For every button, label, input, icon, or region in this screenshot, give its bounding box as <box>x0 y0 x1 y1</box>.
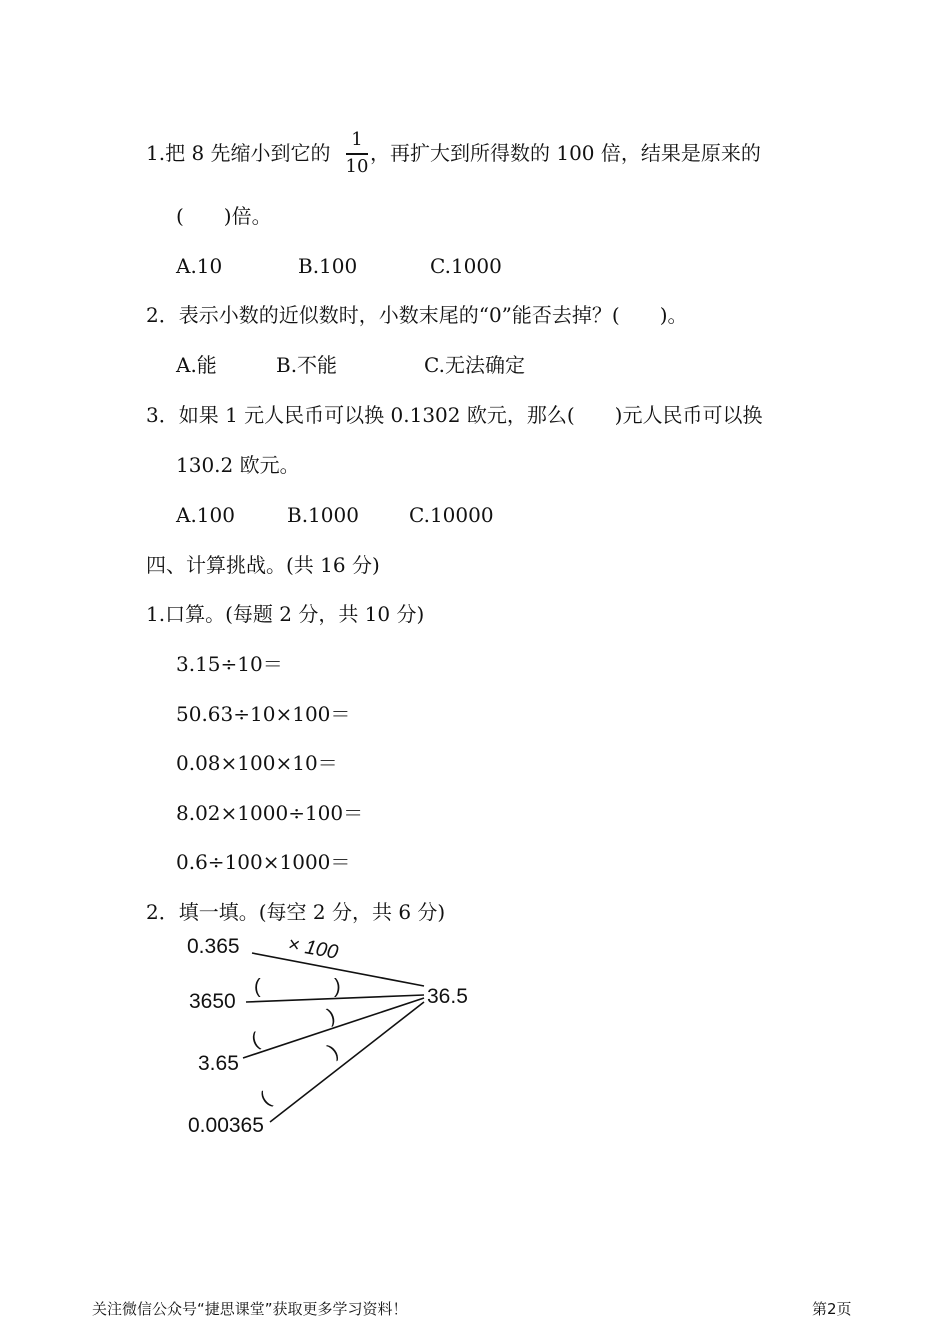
q1-option-c: C.1000 <box>430 254 502 278</box>
diagram-blank-1-close: ) <box>334 976 341 998</box>
q3-stem-part2: 130.2 欧元。 <box>176 453 300 477</box>
calc-item-2: 50.63÷10×100＝ <box>176 702 351 726</box>
calc-item-4: 8.02×1000÷100＝ <box>176 801 364 825</box>
calc-item-3: 0.08×100×10＝ <box>176 751 338 775</box>
diagram-blank-3-open: ( <box>256 1088 275 1111</box>
diagram-blank-3-close: ) <box>324 1040 343 1063</box>
q1-option-a: A.10 <box>176 254 223 278</box>
diagram-right-value: 36.5 <box>427 985 468 1008</box>
section4-sub1-title: 1.口算。(每题 2 分，共 10 分) <box>146 602 425 626</box>
diagram-blank-1-open: ( <box>254 976 261 998</box>
q1-option-b: B.100 <box>298 254 358 278</box>
diagram-left-value-2: 3650 <box>189 990 236 1013</box>
section4-title: 四、计算挑战。(共 16 分) <box>146 553 380 577</box>
section4-sub2-title: 2．填一填。(每空 2 分，共 6 分) <box>146 900 446 924</box>
calc-item-1: 3.15÷10＝ <box>176 652 283 676</box>
q3-option-a: A.100 <box>176 503 235 527</box>
q2-stem: 2．表示小数的近似数时，小数末尾的“0”能否去掉？( )。 <box>146 303 688 327</box>
diagram-left-value-4: 0.00365 <box>188 1114 264 1137</box>
q1-stem-part2: ，再扩大到所得数的 100 倍，结果是原来的 <box>370 141 761 165</box>
q2-option-a: A.能 <box>176 353 217 377</box>
diagram-left-value-3: 3.65 <box>198 1052 239 1075</box>
diagram-line-4 <box>270 1002 424 1122</box>
q3-option-c: C.10000 <box>409 503 494 527</box>
footer-note: 关注微信公众号“捷思课堂”获取更多学习资料！ <box>92 1300 408 1318</box>
q1-stem-part3: ( )倍。 <box>176 204 272 228</box>
q3-stem-part1: 3．如果 1 元人民币可以换 0.1302 欧元，那么( )元人民币可以换 <box>146 403 763 427</box>
diagram-given-label: × 100 <box>286 933 340 964</box>
q1-fraction-numerator: 1 <box>351 129 363 150</box>
diagram-blank-2-open: ( <box>248 1028 262 1052</box>
q1-stem-part1: 1.把 8 先缩小到它的 <box>146 141 331 165</box>
diagram-left-value-1: 0.365 <box>187 935 240 958</box>
q2-option-c: C.无法确定 <box>424 353 525 377</box>
footer-page-number: 第2页 <box>812 1300 852 1318</box>
q1-fraction-denominator: 10 <box>345 156 369 177</box>
diagram-blank-2-close: ) <box>324 1004 338 1028</box>
calc-item-5: 0.6÷100×1000＝ <box>176 850 351 874</box>
q2-option-b: B.不能 <box>276 353 338 377</box>
q3-option-b: B.1000 <box>287 503 359 527</box>
